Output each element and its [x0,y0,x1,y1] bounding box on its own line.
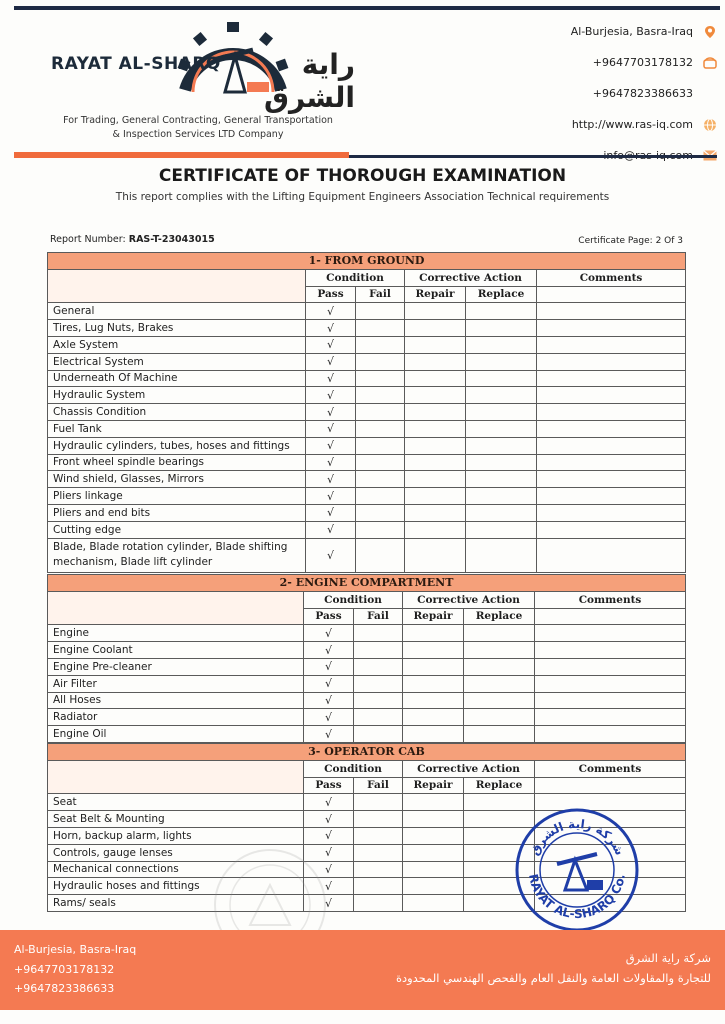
item-label: Chassis Condition [48,404,306,421]
repair-cell [403,878,464,895]
comments-cell [537,420,686,437]
fail-cell [356,387,405,404]
tagline-line-1: For Trading, General Contracting, General Transportation [63,115,333,126]
repair-cell [403,827,464,844]
fail-cell [356,353,405,370]
pass-check: √ [304,709,354,726]
fail-cell [354,827,403,844]
report-number-label: Report Number: [50,234,126,245]
table-row [48,387,686,404]
replace-cell [464,625,535,642]
pass-check: √ [304,625,354,642]
replace-cell [466,420,537,437]
company-name-en: RAYAT AL-SHARQ [51,54,221,74]
section-title: 3- OPERATOR CAB [48,744,686,761]
table-header-row [48,591,686,608]
item-label: Engine Pre-cleaner [48,658,304,675]
table-row [48,370,686,387]
replace-cell [466,320,537,337]
comments-cell [537,303,686,320]
repair-cell [405,387,466,404]
item-label: Engine [48,625,304,642]
fail-header: Fail [354,777,403,794]
replace-cell [464,692,535,709]
item-label: Electrical System [48,353,306,370]
replace-cell [466,437,537,454]
pass-check: √ [306,387,356,404]
pass-header: Pass [304,777,354,794]
table-row [48,692,686,709]
contact-address [497,16,717,47]
pass-check: √ [304,658,354,675]
fail-header: Fail [356,286,405,303]
fail-cell [356,336,405,353]
replace-cell [466,404,537,421]
repair-cell [405,504,466,521]
table-row [48,658,686,675]
company-logo [45,20,355,115]
pass-check: √ [304,878,354,895]
fail-cell [356,404,405,421]
repair-cell [405,370,466,387]
repair-header: Repair [405,286,466,303]
comments-cell [535,692,686,709]
pass-check: √ [304,861,354,878]
fail-header: Fail [354,608,403,625]
location-icon [703,25,717,39]
fail-cell [356,370,405,387]
fail-cell [356,303,405,320]
pass-check: √ [306,404,356,421]
replace-cell [464,642,535,659]
fail-cell [356,471,405,488]
fail-cell [354,861,403,878]
item-label: Fuel Tank [48,420,306,437]
item-label: Mechanical connections [48,861,304,878]
comments-cell [537,504,686,521]
item-label: Radiator [48,709,304,726]
repair-cell [403,895,464,912]
pass-check: √ [306,320,356,337]
comments-cell [537,521,686,538]
item-label-line-2: mechanism, Blade lift cylinder [53,556,213,569]
table-row [48,521,686,538]
fail-cell [356,420,405,437]
phone-icon [703,56,717,70]
repair-cell [405,336,466,353]
comments-cell [535,726,686,743]
replace-cell [466,303,537,320]
company-tagline [48,114,348,142]
table-row [48,488,686,505]
item-label: Hydraulic System [48,387,306,404]
fail-cell [354,642,403,659]
contact-text: +9647823386633 [592,87,693,100]
repair-cell [403,709,464,726]
pass-check: √ [304,675,354,692]
document-subtitle: This report complies with the Lifting Equipment Engineers Association Technical requirements [115,191,610,203]
item-label: Seat Belt & Mounting [48,811,304,828]
repair-cell [403,844,464,861]
top-rule [14,6,720,10]
fail-cell [354,878,403,895]
footer-company-ar [396,948,711,988]
table-row [48,320,686,337]
table-row [48,404,686,421]
pass-check: √ [306,353,356,370]
item-label: Horn, backup alarm, lights [48,827,304,844]
fail-cell [356,521,405,538]
item-label: All Hoses [48,692,304,709]
replace-cell [466,370,537,387]
corrective-action-header: Corrective Action [403,760,535,777]
item-label: Rams/ seals [48,895,304,912]
replace-cell [464,658,535,675]
comments-header: Comments [535,591,686,608]
comments-header: Comments [537,269,686,286]
item-label: Tires, Lug Nuts, Brakes [48,320,306,337]
replace-cell [466,387,537,404]
replace-header: Replace [466,286,537,303]
table-row [48,675,686,692]
replace-cell [466,538,537,572]
pass-check: √ [304,692,354,709]
comments-cell [537,437,686,454]
replace-cell [464,675,535,692]
table-row [48,642,686,659]
pass-check: √ [306,538,356,572]
item-label: Air Filter [48,675,304,692]
company-stamp [513,806,641,934]
fail-cell [354,658,403,675]
pass-check: √ [304,895,354,912]
item-label: Controls, gauge lenses [48,844,304,861]
pass-check: √ [306,437,356,454]
pass-check: √ [306,471,356,488]
condition-header: Condition [306,269,405,286]
comments-cell [535,642,686,659]
condition-header: Condition [304,591,403,608]
table-row [48,336,686,353]
section-body [48,625,686,743]
table-row [48,454,686,471]
repair-cell [405,538,466,572]
repair-cell [403,726,464,743]
replace-cell [466,488,537,505]
pass-header: Pass [304,608,354,625]
fail-cell [356,437,405,454]
repair-cell [403,692,464,709]
repair-cell [403,811,464,828]
pass-check: √ [306,303,356,320]
replace-cell [466,504,537,521]
pass-check: √ [306,336,356,353]
stamp-english-text: RAYAT AL-SHARQ Co. [526,872,628,922]
repair-cell [405,404,466,421]
item-label-line-1: Blade, Blade rotation cylinder, Blade shifting [53,541,288,554]
section-table-from-ground [47,252,686,573]
item-label: Seat [48,794,304,811]
item-label [48,538,306,572]
replace-cell [466,471,537,488]
footer-company-name-ar: شركة راية الشرق [625,951,711,965]
pass-check: √ [304,844,354,861]
fail-cell [354,709,403,726]
table-row [48,709,686,726]
pass-check: √ [304,794,354,811]
footer-address: Al-Burjesia, Basra-Iraq [14,943,137,956]
fail-cell [356,454,405,471]
repair-header: Repair [403,608,464,625]
comments-cell [537,336,686,353]
comments-cell [537,538,686,572]
pass-check: √ [304,827,354,844]
item-label: Engine Oil [48,726,304,743]
item-label: Hydraulic hoses and fittings [48,878,304,895]
repair-cell [405,437,466,454]
pass-check: √ [306,454,356,471]
item-label: Wind shield, Glasses, Mirrors [48,471,306,488]
header-rule-dark [349,155,717,158]
fail-cell [354,811,403,828]
table-row [48,726,686,743]
footer-phone-2: +9647823386633 [14,982,115,995]
pass-check: √ [306,420,356,437]
stamp-derrick-icon [557,854,603,890]
footer-phone-1: +9647703178132 [14,962,115,976]
header-rule-accent [14,152,349,158]
comments-cell [535,658,686,675]
fail-cell [356,538,405,572]
table-row [48,471,686,488]
table-row [48,437,686,454]
replace-cell [466,336,537,353]
pass-check: √ [306,504,356,521]
section-title: 1- FROM GROUND [48,253,686,270]
fail-cell [354,895,403,912]
repair-cell [405,320,466,337]
item-label: Axle System [48,336,306,353]
item-label: General [48,303,306,320]
repair-cell [405,420,466,437]
stamp-arabic-text: شركة راية الشرق [527,816,627,858]
fail-cell [356,488,405,505]
replace-cell [464,726,535,743]
item-label: Front wheel spindle bearings [48,454,306,471]
pass-header: Pass [306,286,356,303]
pass-check: √ [306,488,356,505]
comments-header: Comments [535,760,686,777]
pass-check: √ [306,370,356,387]
pass-check: √ [306,521,356,538]
contact-text: +9647703178132 [592,56,693,69]
repair-cell [403,642,464,659]
table-row [48,504,686,521]
company-name-ar: راية الشرق [263,48,355,114]
comments-cell [535,625,686,642]
repair-cell [405,303,466,320]
comments-cell [537,404,686,421]
comments-cell [537,488,686,505]
comments-cell [535,675,686,692]
table-row [48,625,686,642]
corrective-action-header: Corrective Action [403,591,535,608]
table-row [48,420,686,437]
condition-header: Condition [304,760,403,777]
corrective-action-header: Corrective Action [405,269,537,286]
item-label: Pliers and end bits [48,504,306,521]
fail-cell [354,625,403,642]
repair-cell [405,454,466,471]
contact-website[interactable] [497,109,717,140]
fail-cell [356,320,405,337]
section-table-engine-compartment [47,574,686,743]
comments-cell [537,471,686,488]
item-label: Pliers linkage [48,488,306,505]
comments-cell [537,370,686,387]
contact-block [497,16,717,171]
repair-cell [403,794,464,811]
fail-cell [354,794,403,811]
report-number-value: RAS-T-23043015 [128,234,215,245]
page-footer [0,930,725,1010]
comments-cell [535,709,686,726]
item-label: Hydraulic cylinders, tubes, hoses and fittings [48,437,306,454]
table-header-row [48,269,686,286]
contact-phone-2[interactable] [497,78,717,109]
table-row [48,353,686,370]
contact-phone-1[interactable] [497,47,717,78]
section-header [48,253,686,270]
replace-header: Replace [464,608,535,625]
comments-cell [537,320,686,337]
certificate-page: Certificate Page: 2 Of 3 [578,236,683,246]
repair-cell [403,625,464,642]
section-title: 2- ENGINE COMPARTMENT [48,575,686,592]
repair-cell [403,861,464,878]
comments-cell [537,387,686,404]
repair-cell [403,675,464,692]
tagline-line-2: & Inspection Services LTD Company [112,129,284,140]
comments-cell [537,454,686,471]
repair-cell [405,488,466,505]
table-header-row [48,760,686,777]
repair-cell [405,353,466,370]
pass-check: √ [304,726,354,743]
pass-check: √ [304,811,354,828]
section-body [48,303,686,538]
replace-cell [466,353,537,370]
fail-cell [354,844,403,861]
repair-header: Repair [403,777,464,794]
item-label: Underneath Of Machine [48,370,306,387]
item-label: Cutting edge [48,521,306,538]
section-header [48,744,686,761]
footer-contact [14,940,136,999]
repair-cell [405,471,466,488]
repair-cell [405,521,466,538]
footer-company-desc-ar: للتجارة والمقاولات العامة والنقل العام والفحص الهندسي المحدودة [395,971,711,985]
fail-cell [354,726,403,743]
fail-cell [354,675,403,692]
contact-text: http://www.ras-iq.com [571,118,693,131]
item-label: Engine Coolant [48,642,304,659]
replace-cell [464,709,535,726]
section-header [48,575,686,592]
repair-cell [403,658,464,675]
fail-cell [356,504,405,521]
document-title: CERTIFICATE OF THOROUGH EXAMINATION [158,166,567,186]
pass-check: √ [304,642,354,659]
replace-header: Replace [464,777,535,794]
table-row [48,303,686,320]
fail-cell [354,692,403,709]
replace-cell [466,521,537,538]
table-row [48,538,686,572]
globe-icon [703,118,717,132]
report-number [50,234,215,245]
contact-text: Al-Burjesia, Basra-Iraq [570,25,693,38]
replace-cell [466,454,537,471]
comments-cell [537,353,686,370]
